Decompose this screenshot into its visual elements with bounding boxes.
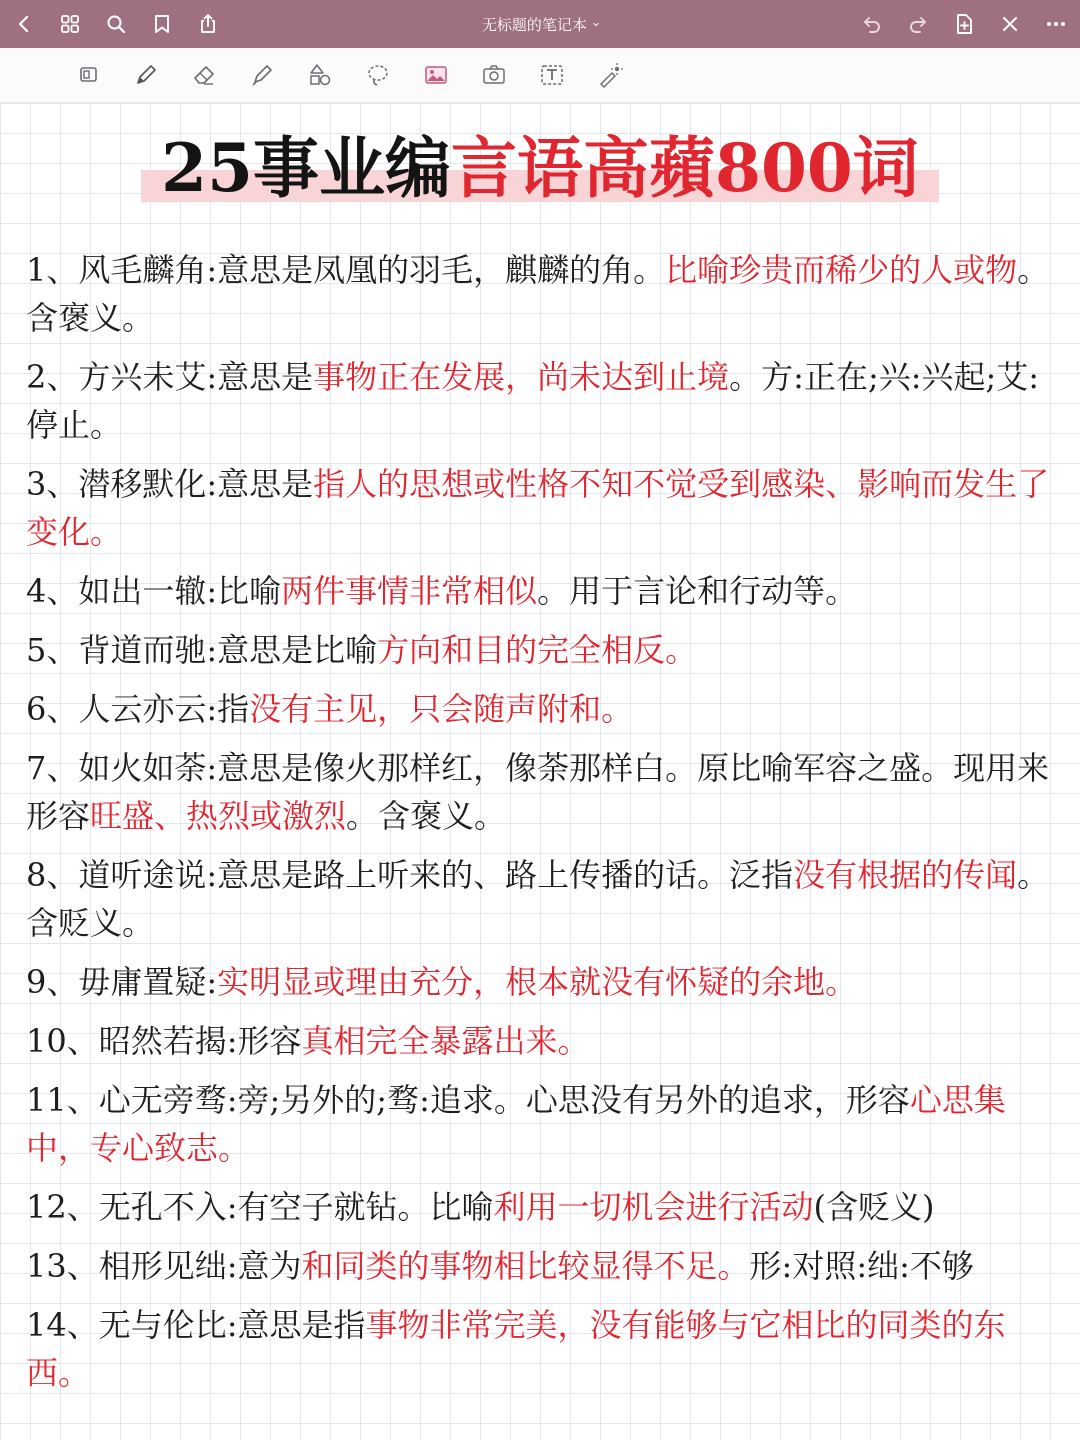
add-page-icon[interactable]: [948, 8, 980, 40]
entry-highlight-text: 事物正在发展，尚未达到止境: [313, 358, 730, 396]
entry-text: 1、风毛麟角:意思是凤凰的羽毛，麒麟的角。: [26, 251, 666, 289]
vocabulary-entry: [26, 1183, 1056, 1231]
entry-highlight-text: 利用一切机会进行活动: [493, 1188, 814, 1226]
entry-text: 形:对照:绌:不够: [749, 1247, 974, 1285]
more-icon[interactable]: [1040, 8, 1072, 40]
entry-text: 。含褒义。: [26, 251, 1050, 337]
pen-icon[interactable]: [128, 58, 164, 92]
vocabulary-entry: [26, 958, 1056, 1006]
entry-highlight-text: 指人的思想或性格不知不觉受到感染、影响而发生了变化。: [26, 465, 1050, 551]
vocabulary-list: [26, 246, 1056, 1408]
entry-text: 13、相形见绌:意为: [26, 1247, 302, 1285]
vocabulary-entry: [26, 1076, 1056, 1172]
entry-text: 。用于言论和行动等。: [537, 572, 858, 610]
entry-text: (含贬义): [813, 1188, 935, 1226]
entry-text: 8、道听途说:意思是路上听来的、路上传播的话。泛指: [26, 856, 794, 894]
vocabulary-entry: [26, 1017, 1056, 1065]
entry-highlight-text: 和同类的事物相比较显得不足。: [301, 1247, 750, 1285]
vocabulary-entry: [26, 626, 1056, 674]
entry-highlight-text: 比喻珍贵而稀少的人或物: [665, 251, 1018, 289]
bookmark-icon[interactable]: [146, 8, 178, 40]
drawing-toolbar: [0, 48, 1080, 103]
entry-text: 。方:正在;兴:兴起;艾:停止。: [26, 358, 1040, 444]
highlighter-icon[interactable]: [244, 58, 280, 92]
notebook-title[interactable]: 无标题的笔记本: [481, 15, 587, 34]
entry-text: 。含褒义。: [346, 797, 507, 835]
back-icon[interactable]: [8, 8, 40, 40]
entry-text: 。含贬义。: [26, 856, 1050, 942]
entry-highlight-text: 真相完全暴露出来。: [301, 1022, 590, 1060]
vocabulary-entry: [26, 353, 1056, 449]
vocabulary-entry: [26, 460, 1056, 556]
entry-highlight-text: 旺盛、热烈或激烈: [90, 797, 347, 835]
entry-text: 10、昭然若揭:形容: [26, 1022, 302, 1060]
image-icon[interactable]: [418, 58, 454, 92]
entry-highlight-text: 方向和目的完全相反。: [377, 631, 698, 669]
search-icon[interactable]: [100, 8, 132, 40]
camera-icon[interactable]: [476, 58, 512, 92]
redo-icon[interactable]: [902, 8, 934, 40]
laser-pointer-icon[interactable]: [592, 58, 628, 92]
close-icon[interactable]: [994, 8, 1026, 40]
entry-text: 4、如出一辙:比喻: [26, 572, 282, 610]
entry-text: 6、人云亦云:指: [26, 690, 250, 728]
entry-highlight-text: 没有主见，只会随声附和。: [249, 690, 634, 728]
share-icon[interactable]: [192, 8, 224, 40]
entry-text: 3、潜移默化:意思是: [26, 465, 314, 503]
vocabulary-entry: [26, 1242, 1056, 1290]
vocabulary-entry: [26, 685, 1056, 733]
entry-highlight-text: 两件事情非常相似: [281, 572, 538, 610]
text-box-icon[interactable]: [534, 58, 570, 92]
vocabulary-entry: [26, 851, 1056, 947]
entry-text: 11、心无旁骛:旁;另外的;骛:追求。心思没有另外的追求，形容: [26, 1081, 910, 1119]
entry-highlight-text: 心思集中，专心致志。: [26, 1081, 1006, 1167]
vocabulary-entry: [26, 744, 1056, 840]
hand-tool-icon[interactable]: [70, 58, 106, 92]
entry-text: 2、方兴未艾:意思是: [26, 358, 314, 396]
entry-text: 12、无孔不入:有空子就钻。比喻: [26, 1188, 494, 1226]
page-title-black: 25事业编: [161, 129, 452, 207]
entry-text: 5、背道而驰:意思是比喻: [26, 631, 378, 669]
title-row: [0, 123, 1080, 213]
vocabulary-entry: [26, 1301, 1056, 1397]
entry-text: 7、如火如荼:意思是像火那样红，像荼那样白。原比喻军容之盛。现用来形容: [26, 749, 1050, 835]
entry-highlight-text: 没有根据的传闻: [793, 856, 1018, 894]
note-page[interactable]: [0, 103, 1080, 1440]
entry-highlight-text: 实明显或理由充分，根本就没有怀疑的余地。: [217, 963, 858, 1001]
entry-highlight-text: 事物非常完美，没有能够与它相比的同类的东西。: [26, 1306, 1006, 1392]
grid-icon[interactable]: [54, 8, 86, 40]
shapes-icon[interactable]: [302, 58, 338, 92]
app-top-bar: [0, 0, 1080, 48]
eraser-icon[interactable]: [186, 58, 222, 92]
lasso-icon[interactable]: [360, 58, 396, 92]
page-title: [141, 123, 939, 213]
undo-icon[interactable]: [856, 8, 888, 40]
entry-text: 14、无与伦比:意思是指: [26, 1306, 366, 1344]
chevron-down-icon[interactable]: ›: [588, 21, 604, 27]
entry-text: 9、毋庸置疑:: [26, 963, 218, 1001]
page-title-red: 言语高蘋800词: [451, 129, 919, 207]
vocabulary-entry: [26, 246, 1056, 342]
vocabulary-entry: [26, 567, 1056, 615]
